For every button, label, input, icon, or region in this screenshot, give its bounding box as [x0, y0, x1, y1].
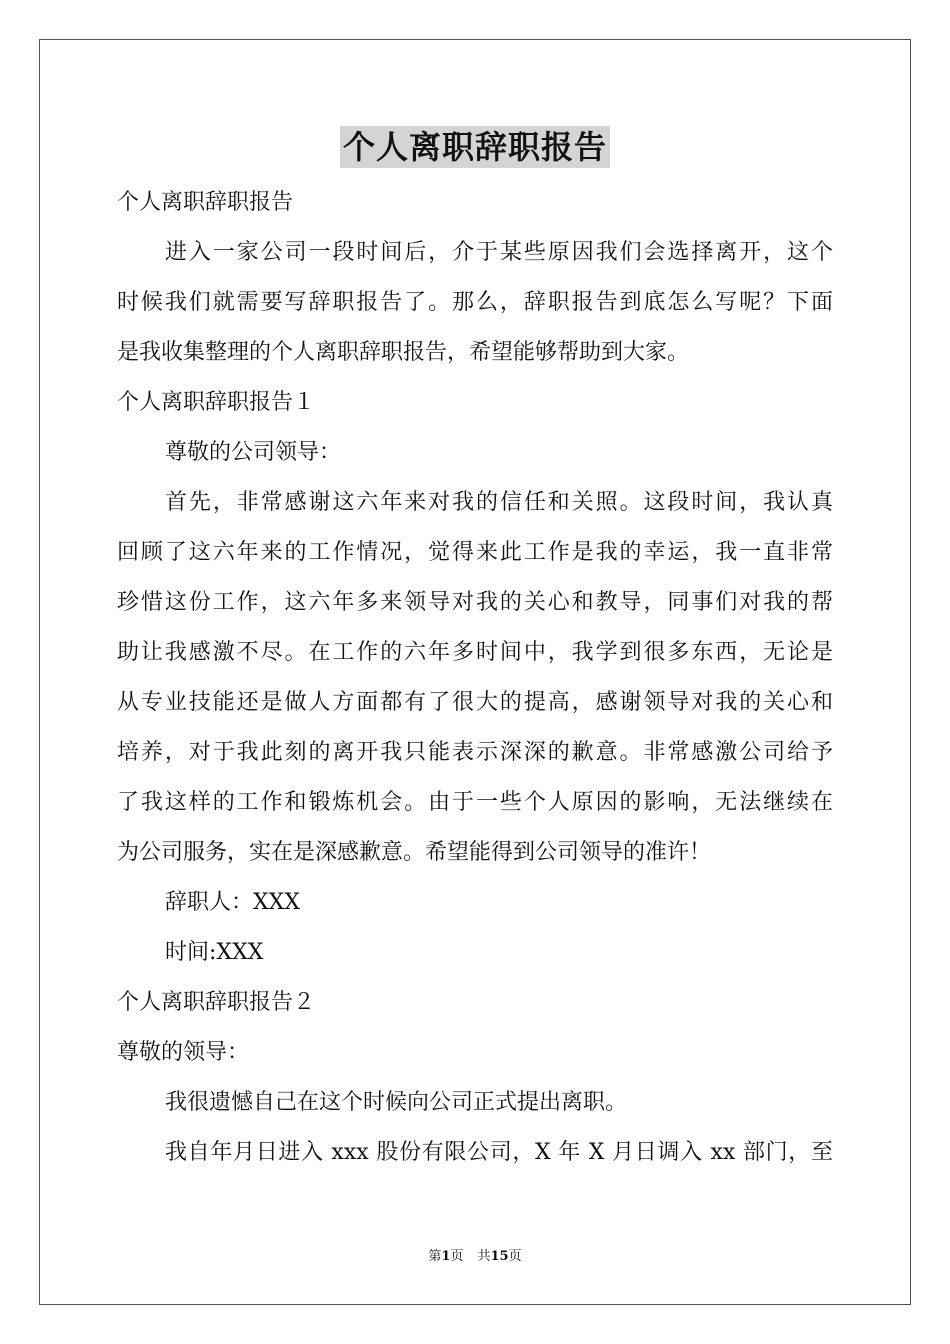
page-current: 1: [441, 1249, 451, 1264]
paragraph-line: 我自年月日进入 xxx 股份有限公司，X 年 X 月日调入 xx 部门，至: [165, 1140, 833, 1165]
paragraph-line: 助让我感激不尽。在工作的六年多时间中，我学到很多东西，无论是: [117, 640, 833, 665]
signature-name: 辞职人：XXX: [165, 890, 300, 915]
paragraph-line: 回顾了这六年来的工作情况，觉得来此工作是我的幸运，我一直非常: [117, 540, 833, 565]
total-prefix: 共: [477, 1249, 491, 1264]
paragraph-line: 从专业技能还是做人方面都有了很大的提高，感谢领导对我的关心和: [117, 690, 833, 715]
paragraph-line: 培养，对于我此刻的离开我只能表示深深的歉意。非常感激公司给予: [117, 740, 833, 765]
section-heading: 个人离职辞职报告２: [117, 990, 316, 1015]
paragraph-line: 我很遗憾自己在这个时候向公司正式提出离职。: [165, 1090, 628, 1115]
section-heading: 个人离职辞职报告１: [117, 390, 316, 415]
paragraph-line: 珍惜这份工作，这六年多来领导对我的关心和教导，同事们对我的帮: [117, 590, 833, 615]
total-suffix: 页: [508, 1249, 522, 1264]
paragraph-line: 是我收集整理的个人离职辞职报告，希望能够帮助到大家。: [117, 340, 690, 365]
paragraph-line: 时候我们就需要写辞职报告了。那么，辞职报告到底怎么写呢？下面: [117, 290, 833, 315]
signature-date: 时间:XXX: [165, 940, 264, 965]
page-total: 15: [490, 1249, 509, 1264]
paragraph-line: 首先，非常感谢这六年来对我的信任和关照。这段时间，我认真: [165, 490, 833, 515]
document-body: [117, 178, 833, 1178]
page-footer: [0, 1248, 950, 1266]
page-suffix: 页: [450, 1249, 464, 1264]
paragraph-line: 了我这样的工作和锻炼机会。由于一些个人原因的影响，无法继续在: [117, 790, 833, 815]
document-title: 个人离职辞职报告: [340, 126, 610, 168]
salutation: 尊敬的领导：: [117, 1040, 250, 1065]
paragraph-line: 进入一家公司一段时间后，介于某些原因我们会选择离开，这个: [165, 240, 833, 265]
title-area: [0, 126, 950, 168]
salutation: 尊敬的公司领导：: [165, 440, 342, 465]
paragraph-line: 为公司服务，实在是深感歉意。希望能得到公司领导的准许！: [117, 840, 712, 865]
section-heading: 个人离职辞职报告: [117, 190, 294, 215]
page-prefix: 第: [428, 1249, 442, 1264]
